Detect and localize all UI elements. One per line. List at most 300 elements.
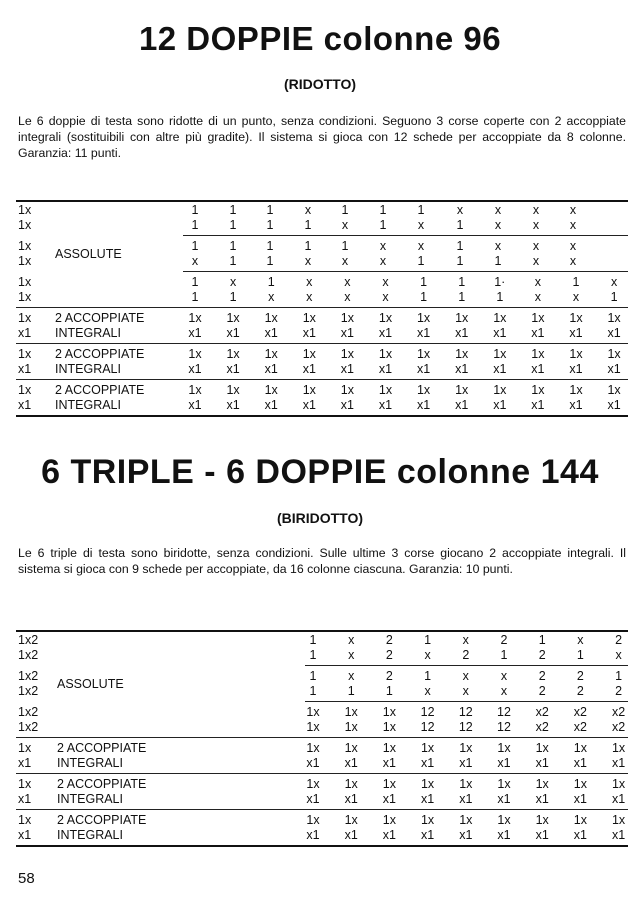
table-cell: 1x <box>569 347 583 361</box>
table-cell: x1 <box>420 828 435 842</box>
table-cell: 2 <box>385 669 393 683</box>
table-cell: x1 <box>306 828 320 842</box>
table-cell: 1x <box>378 347 393 361</box>
table-cell: x1 <box>611 792 626 806</box>
table-cell: 1 <box>576 648 584 662</box>
row-label: x1 <box>18 326 32 340</box>
table-cell: 1 <box>341 239 349 253</box>
group-description-line2: INTEGRALI <box>55 326 121 340</box>
group-rule <box>305 665 628 666</box>
table-cell: 1x <box>416 347 431 361</box>
table-cell: 1x <box>306 813 320 827</box>
table-cell: 1x <box>531 383 545 397</box>
table-cell: x <box>532 218 540 232</box>
table-cell: x <box>348 648 355 662</box>
table-cell: x1 <box>493 398 507 412</box>
group-description: 2 ACCOPPIATE <box>55 347 145 361</box>
table-cell: 1 <box>458 290 466 304</box>
row-label: 1x <box>18 347 32 361</box>
table-cell: 1x <box>188 347 202 361</box>
table-cell: 1x <box>607 347 621 361</box>
table-cell: x1 <box>302 398 316 412</box>
group-description-line2: INTEGRALI <box>55 362 121 376</box>
table-cell: x <box>462 684 469 698</box>
table-cell: 1x <box>497 777 511 791</box>
table-cell: 1 <box>191 218 199 232</box>
table-cell: 1x <box>573 813 587 827</box>
row-label: 1x2 <box>18 705 39 719</box>
table-cell: x1 <box>344 756 358 770</box>
table-cell: 1x <box>306 777 320 791</box>
table-cell: x1 <box>607 398 621 412</box>
table-cell: 1 <box>266 203 274 217</box>
table-cell: x1 <box>226 398 240 412</box>
table-cell: x1 <box>497 756 511 770</box>
row-label: x1 <box>18 398 32 412</box>
table-cell: 1x <box>382 705 396 719</box>
table-cell: x1 <box>569 326 583 340</box>
group-description: 2 ACCOPPIATE <box>57 741 147 755</box>
table-cell: 1 <box>229 203 237 217</box>
table-cell: 2 <box>615 633 623 647</box>
table-cell: 1x <box>378 311 393 325</box>
table-cell: x <box>494 239 502 253</box>
table-cell: 1x <box>344 720 358 734</box>
table-cell: 1 <box>417 254 425 268</box>
table-cell: x2 <box>611 720 626 734</box>
table-cell: 2 <box>538 669 546 683</box>
table-cell: x <box>382 290 389 304</box>
table-cell: 1x <box>306 705 320 719</box>
table-cell: x <box>417 218 425 232</box>
table-cell: 1 <box>347 684 355 698</box>
row-label: 1x <box>18 203 32 217</box>
table-cell: 1x <box>264 347 278 361</box>
group-rule <box>16 415 628 417</box>
row-label: 1x <box>18 239 32 253</box>
table-cell: x1 <box>611 756 626 770</box>
table-cell: 1 <box>309 669 317 683</box>
table-cell: x1 <box>455 362 469 376</box>
table-cell: 2 <box>538 648 546 662</box>
table-cell: x1 <box>531 398 545 412</box>
table-cell: 1x <box>607 383 621 397</box>
table-cell: x1 <box>302 362 316 376</box>
section1-subtitle: (RIDOTTO) <box>283 76 357 92</box>
table-cell: x2 <box>535 720 549 734</box>
section2-description: Le 6 triple di testa sono biridotte, senza condizioni. Sulle ultime 3 corse giocano 2 accoppiate integrali. Il sistema si gioca con 9 schede per accoppiate, da 16 colonne ciascuna. Garanzia: 10 punti. <box>18 546 626 576</box>
table-cell: x1 <box>340 326 354 340</box>
group-rule <box>16 845 628 847</box>
group-description: 2 ACCOPPIATE <box>57 813 147 827</box>
table-cell: x1 <box>306 792 320 806</box>
table-top-rule <box>16 200 628 202</box>
table-cell: 2 <box>462 648 470 662</box>
table-cell: 1 <box>229 239 237 253</box>
table-cell: x1 <box>420 792 435 806</box>
group-rule <box>16 809 628 810</box>
table-cell: x1 <box>569 398 583 412</box>
table-cell: x1 <box>416 362 431 376</box>
table-cell: x1 <box>459 756 473 770</box>
section1-description: Le 6 doppie di testa sono ridotte di un punto, senza condizioni. Seguono 3 corse coperte con 2 accoppiate integrali (sostituibili con altre più gradite). Il sistema si gioca con 12 schede per accoppiate da 8 colonne. Garanzia: 11 punti. <box>18 114 626 160</box>
table-cell: x1 <box>493 326 507 340</box>
table-cell: x1 <box>535 792 549 806</box>
table-cell: 1 <box>304 218 312 232</box>
table-cell: x1 <box>569 362 583 376</box>
table-cell: 2 <box>615 684 623 698</box>
table-cell: 1x <box>493 347 507 361</box>
table-cell: 1 <box>341 203 349 217</box>
table-cell: x <box>344 290 351 304</box>
table-cell: 1x <box>226 311 240 325</box>
table-cell: 1 <box>572 275 580 289</box>
table-cell: 1x <box>416 383 431 397</box>
table-cell: x1 <box>378 362 393 376</box>
table-cell: 1x <box>344 705 358 719</box>
table-cell: 1x <box>226 383 240 397</box>
row-label: 1x2 <box>18 648 39 662</box>
table-cell: x2 <box>573 720 587 734</box>
table-cell: x1 <box>573 756 587 770</box>
table-cell: 1 <box>538 633 546 647</box>
table-cell: 1 <box>385 684 393 698</box>
table-cell: 1x <box>611 813 626 827</box>
table-cell: 1 <box>266 239 274 253</box>
group-rule <box>183 271 628 272</box>
table-cell: 1x <box>573 777 587 791</box>
table-cell: x <box>341 254 349 268</box>
group-description-line2: INTEGRALI <box>57 792 123 806</box>
table-cell: 12 <box>458 720 473 734</box>
table-cell: x <box>500 684 508 698</box>
table-cell: 1 <box>309 684 317 698</box>
table-cell: 1x <box>497 813 511 827</box>
table-cell: 1 <box>494 254 502 268</box>
table-cell: x <box>569 203 577 217</box>
table-cell: x2 <box>573 705 587 719</box>
table-cell: x1 <box>416 398 431 412</box>
table-cell: x <box>577 633 584 647</box>
table-cell: x1 <box>531 362 545 376</box>
table-cell: 1 <box>424 669 432 683</box>
table-cell: 1x <box>340 347 354 361</box>
table-cell: x <box>494 203 502 217</box>
table-cell: 1x <box>535 777 549 791</box>
table-cell: x <box>462 669 469 683</box>
table-cell: x1 <box>264 326 278 340</box>
table-cell: 1 <box>379 203 387 217</box>
group-description: ASSOLUTE <box>57 676 124 691</box>
table-cell: 1 <box>229 290 237 304</box>
table-cell: 1 <box>191 239 199 253</box>
table-cell: x1 <box>344 828 358 842</box>
table-cell: 1x <box>455 311 469 325</box>
table-cell: x <box>341 218 349 232</box>
table-cell: 1x <box>535 741 549 755</box>
table-cell: x1 <box>188 398 202 412</box>
table-cell: x1 <box>459 828 473 842</box>
table-cell: x1 <box>531 326 545 340</box>
table-cell: 1x <box>497 741 511 755</box>
table-cell: x <box>382 275 389 289</box>
table-cell: 1x <box>573 741 587 755</box>
table-cell: 1 <box>610 290 618 304</box>
table-cell: 1 <box>229 218 237 232</box>
table-cell: 1x <box>416 311 431 325</box>
table-cell: x1 <box>573 828 587 842</box>
table-cell: 2 <box>385 633 393 647</box>
table-cell: x1 <box>302 326 316 340</box>
table-cell: x <box>229 275 237 289</box>
table-cell: 1x <box>340 311 354 325</box>
table-cell: x1 <box>378 398 393 412</box>
table-cell: x <box>424 684 431 698</box>
table-cell: x <box>306 275 313 289</box>
table-cell: 1x <box>611 777 626 791</box>
table-cell: 1x <box>569 311 583 325</box>
table-cell: x <box>494 218 502 232</box>
table-cell: 1 <box>309 648 317 662</box>
table-cell: 1x <box>420 741 435 755</box>
table-cell: x <box>348 633 355 647</box>
table-cell: 1x <box>455 383 469 397</box>
group-description: 2 ACCOPPIATE <box>55 383 145 397</box>
table-cell: 1 <box>304 239 312 253</box>
table-cell: x1 <box>497 792 511 806</box>
table-cell: x1 <box>264 398 278 412</box>
row-label: x1 <box>18 756 32 770</box>
table-cell: x <box>456 203 464 217</box>
table-cell: x <box>534 275 542 289</box>
table-cell: x1 <box>226 326 240 340</box>
table-cell: 1x <box>302 311 316 325</box>
table-cell: 1x <box>607 311 621 325</box>
table-cell: x <box>532 239 540 253</box>
table-cell: x1 <box>306 756 320 770</box>
table-cell: 1 <box>379 218 387 232</box>
table-cell: x1 <box>188 362 202 376</box>
table-cell: 1x <box>302 347 316 361</box>
table-cell: 12 <box>420 705 435 719</box>
row-label: x1 <box>18 828 32 842</box>
table-cell: 1x <box>531 311 545 325</box>
table-cell: 1x <box>382 720 396 734</box>
table-cell: 2 <box>500 633 508 647</box>
group-rule <box>16 307 628 308</box>
table-cell: 1x <box>264 311 278 325</box>
table-cell: x1 <box>382 756 396 770</box>
table-cell: 1 <box>229 254 237 268</box>
table-cell: x1 <box>497 828 511 842</box>
row-label: 1x2 <box>18 669 39 683</box>
table-cell: 1x <box>420 777 435 791</box>
group-rule <box>16 773 628 774</box>
row-label: 1x <box>18 254 32 268</box>
table-cell: 1 <box>424 633 432 647</box>
table-cell: x1 <box>535 828 549 842</box>
table-cell: 12 <box>497 705 511 719</box>
row-label: 1x <box>18 741 32 755</box>
table-cell: 1 <box>500 648 508 662</box>
table-cell: 1 <box>191 290 199 304</box>
table-cell: 1x <box>420 813 435 827</box>
table-cell: x1 <box>188 326 202 340</box>
table-cell: 1x <box>455 347 469 361</box>
table-cell: 1x <box>459 813 473 827</box>
table-cell: 1 <box>456 254 464 268</box>
table-cell: 2 <box>576 684 584 698</box>
table-cell: 1x <box>493 311 507 325</box>
table-cell: 1 <box>458 275 466 289</box>
group-rule <box>16 737 628 738</box>
table-cell: 2 <box>385 648 393 662</box>
table-cell: 1x <box>569 383 583 397</box>
table-cell: 1x <box>459 777 473 791</box>
row-label: 1x <box>18 813 32 827</box>
table-cell: 12 <box>458 705 473 719</box>
table-cell: x1 <box>416 326 431 340</box>
group-rule <box>305 701 628 702</box>
table-cell: x1 <box>344 792 358 806</box>
group-rule <box>183 235 628 236</box>
row-label: x1 <box>18 362 32 376</box>
table-cell: x <box>304 254 312 268</box>
row-label: 1x <box>18 218 32 232</box>
table-cell: 1· <box>494 275 506 289</box>
table-cell: 1 <box>417 203 425 217</box>
table-cell: x <box>534 290 542 304</box>
table-cell: 1 <box>420 275 428 289</box>
table-cell: x2 <box>535 705 549 719</box>
table-cell: x <box>569 254 577 268</box>
group-rule <box>16 343 628 344</box>
group-description: ASSOLUTE <box>55 246 122 261</box>
table-cell: 12 <box>497 720 511 734</box>
group-description: 2 ACCOPPIATE <box>55 311 145 325</box>
section2-title: 6 TRIPLE - 6 DOPPIE colonne 144 <box>41 453 599 491</box>
table-cell: 1 <box>267 275 275 289</box>
table-cell: x1 <box>420 756 435 770</box>
row-label: 1x <box>18 383 32 397</box>
table-cell: 1 <box>191 275 199 289</box>
page-number: 58 <box>18 870 35 887</box>
group-description-line2: INTEGRALI <box>57 828 123 842</box>
table-cell: x1 <box>340 362 354 376</box>
table-cell: x <box>462 633 469 647</box>
table-cell: x <box>417 239 425 253</box>
table-cell: 1x <box>188 383 202 397</box>
table-cell: x2 <box>611 705 626 719</box>
table-cell: 1 <box>266 218 274 232</box>
table-cell: x <box>348 669 355 683</box>
table-cell: x1 <box>607 362 621 376</box>
row-label: 1x2 <box>18 633 39 647</box>
table-cell: x1 <box>382 792 396 806</box>
table-cell: 1 <box>191 203 199 217</box>
table-cell: x1 <box>455 326 469 340</box>
group-rule <box>16 379 628 380</box>
table-cell: x <box>572 290 580 304</box>
table-cell: x1 <box>573 792 587 806</box>
row-label: 1x <box>18 777 32 791</box>
table-cell: x1 <box>378 326 393 340</box>
table-top-rule <box>16 630 628 632</box>
table-cell: 1x <box>306 720 320 734</box>
table-cell: 1x <box>344 777 358 791</box>
table-cell: 1x <box>302 383 316 397</box>
table-cell: 1x <box>531 347 545 361</box>
table-cell: 2 <box>538 684 546 698</box>
table-cell: 1x <box>611 741 626 755</box>
table-cell: x <box>379 254 387 268</box>
table-cell: x1 <box>455 398 469 412</box>
table-cell: 1 <box>266 254 274 268</box>
table-cell: 1x <box>344 813 358 827</box>
group-description-line2: INTEGRALI <box>57 756 123 770</box>
table-cell: x <box>532 203 540 217</box>
table-cell: x <box>610 275 618 289</box>
row-label: 1x2 <box>18 684 39 698</box>
table-cell: x1 <box>535 756 549 770</box>
table-cell: 1x <box>264 383 278 397</box>
section2-subtitle: (BIRIDOTTO) <box>276 510 364 526</box>
row-label: x1 <box>18 792 32 806</box>
table-cell: x <box>532 254 540 268</box>
row-label: 1x <box>18 311 32 325</box>
table-cell: x1 <box>226 362 240 376</box>
table-cell: x1 <box>611 828 626 842</box>
table-cell: x <box>569 218 577 232</box>
row-label: 1x <box>18 275 32 289</box>
table-cell: 1 <box>456 239 464 253</box>
table-cell: x1 <box>382 828 396 842</box>
table-cell: 1x <box>344 741 358 755</box>
table-cell: x <box>344 275 351 289</box>
table-cell: x <box>304 203 312 217</box>
table-cell: 1x <box>382 777 396 791</box>
group-description: 2 ACCOPPIATE <box>57 777 147 791</box>
table-cell: 1x <box>378 383 393 397</box>
table-cell: 1 <box>456 218 464 232</box>
table-cell: x <box>615 648 622 662</box>
table-cell: 1 <box>420 290 428 304</box>
table-cell: 1x <box>382 741 396 755</box>
table-cell: 1x <box>535 813 549 827</box>
section1-title: 12 DOPPIE colonne 96 <box>138 20 502 57</box>
table-cell: x1 <box>493 362 507 376</box>
table-cell: x <box>306 290 313 304</box>
table-cell: x <box>191 254 199 268</box>
table-cell: 1x <box>459 741 473 755</box>
table-cell: 1x <box>226 347 240 361</box>
table-cell: 1x <box>188 311 202 325</box>
table-cell: x1 <box>607 326 621 340</box>
table-cell: x <box>569 239 577 253</box>
table-cell: x <box>379 239 387 253</box>
table-cell: 1 <box>496 290 504 304</box>
table-cell: 2 <box>576 669 584 683</box>
group-description-line2: INTEGRALI <box>55 398 121 412</box>
table-cell: 1 <box>309 633 317 647</box>
table-cell: 1x <box>493 383 507 397</box>
table-cell: 1x <box>382 813 396 827</box>
table-cell: 1x <box>340 383 354 397</box>
row-label: 1x <box>18 290 32 304</box>
row-label: 1x2 <box>18 720 39 734</box>
table-cell: x <box>500 669 508 683</box>
table-cell: x1 <box>459 792 473 806</box>
